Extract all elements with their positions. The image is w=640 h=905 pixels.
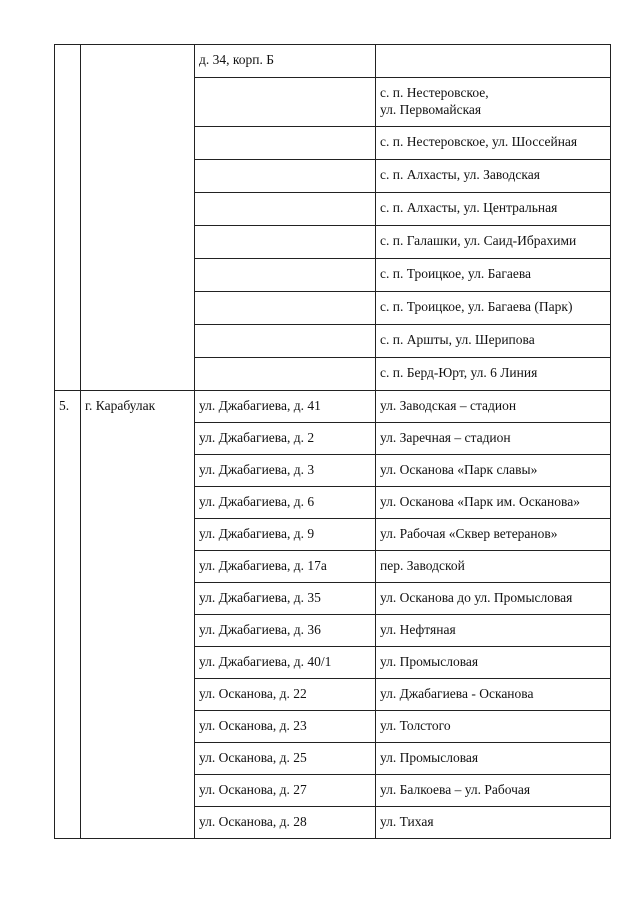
address-cell [195, 292, 376, 325]
address-cell [195, 423, 376, 455]
location-text: ул. Толстого [380, 718, 451, 733]
city-cell [81, 45, 195, 391]
address-text: ул. Джабагиева, д. 35 [199, 590, 321, 605]
location-cell [376, 78, 611, 127]
location-cell [376, 292, 611, 325]
table-row [55, 391, 611, 423]
location-cell [376, 519, 611, 551]
address-cell [195, 127, 376, 160]
address-cell [195, 711, 376, 743]
address-cell [195, 615, 376, 647]
number-cell [55, 45, 81, 391]
section-number-text: 5. [59, 398, 70, 413]
address-cell [195, 583, 376, 615]
address-cell [195, 519, 376, 551]
location-text: с. п. Алхасты, ул. Заводская [380, 167, 540, 182]
location-text: ул. Балкоева – ул. Рабочая [380, 782, 531, 797]
location-cell [376, 226, 611, 259]
address-cell [195, 259, 376, 292]
address-cell [195, 78, 376, 127]
address-text: ул. Джабагиева, д. 6 [199, 494, 315, 509]
location-cell [376, 615, 611, 647]
location-text: ул. Джабагиева - Осканова [380, 686, 534, 701]
location-cell [376, 358, 611, 391]
location-cell [376, 391, 611, 423]
address-text [199, 325, 371, 331]
section-city [81, 391, 195, 839]
address-table [54, 44, 611, 839]
address-text: ул. Джабагиева, д. 3 [199, 462, 315, 477]
location-text: с. п. Нестеровское, ул. Шоссейная [380, 134, 578, 149]
address-text [199, 358, 371, 364]
address-text: ул. Джабагиева, д. 17а [199, 558, 327, 573]
address-cell [195, 743, 376, 775]
address-text [199, 127, 371, 133]
address-text [199, 292, 371, 298]
location-cell [376, 259, 611, 292]
address-text: ул. Осканова, д. 22 [199, 686, 307, 701]
address-cell [195, 45, 376, 78]
location-text: ул. Тихая [380, 814, 434, 829]
address-cell [195, 551, 376, 583]
location-text: ул. Осканова «Парк славы» [380, 462, 538, 477]
location-cell [376, 325, 611, 358]
location-cell [376, 487, 611, 519]
location-cell [376, 711, 611, 743]
location-text: ул. Промысловая [380, 654, 479, 669]
location-text: с. п. Нестеровское, ул. Первомайская [380, 85, 489, 117]
address-text [199, 193, 371, 199]
location-text: ул. Промысловая [380, 750, 479, 765]
address-text: ул. Джабагиева, д. 41 [199, 398, 321, 413]
address-table-body [55, 45, 611, 839]
location-text [380, 45, 606, 51]
address-cell [195, 358, 376, 391]
address-cell [195, 160, 376, 193]
location-cell [376, 583, 611, 615]
address-text: ул. Джабагиева, д. 2 [199, 430, 315, 445]
address-cell [195, 325, 376, 358]
location-cell [376, 127, 611, 160]
location-text: ул. Нефтяная [380, 622, 456, 637]
location-text: ул. Осканова до ул. Промысловая [380, 590, 573, 605]
location-cell [376, 455, 611, 487]
location-cell [376, 807, 611, 839]
address-cell [195, 487, 376, 519]
address-cell [195, 226, 376, 259]
table-row [55, 45, 611, 78]
location-text: с. п. Троицкое, ул. Багаева (Парк) [380, 299, 573, 314]
location-cell [376, 193, 611, 226]
address-text [199, 160, 371, 166]
location-cell [376, 647, 611, 679]
location-text: ул. Заречная – стадион [380, 430, 511, 445]
location-text: с. п. Берд-Юрт, ул. 6 Линия [380, 365, 538, 380]
address-text: д. 34, корп. Б [199, 52, 274, 67]
address-cell [195, 391, 376, 423]
address-cell [195, 193, 376, 226]
location-text: с. п. Галашки, ул. Саид-Ибрахими [380, 233, 577, 248]
location-text: ул. Осканова «Парк им. Осканова» [380, 494, 580, 509]
section-city-text: г. Карабулак [85, 398, 156, 413]
address-text: ул. Джабагиева, д. 9 [199, 526, 315, 541]
location-cell [376, 679, 611, 711]
location-text: пер. Заводской [380, 558, 465, 573]
location-text: ул. Заводская – стадион [380, 398, 517, 413]
address-text [199, 259, 371, 265]
address-cell [195, 807, 376, 839]
location-cell [376, 551, 611, 583]
location-cell [376, 775, 611, 807]
location-text: ул. Рабочая «Сквер ветеранов» [380, 526, 558, 541]
location-cell [376, 160, 611, 193]
address-cell [195, 647, 376, 679]
address-text [199, 78, 371, 84]
address-text: ул. Джабагиева, д. 40/1 [199, 654, 332, 669]
section-number [55, 391, 81, 839]
address-cell [195, 775, 376, 807]
address-text: ул. Осканова, д. 25 [199, 750, 307, 765]
address-cell [195, 455, 376, 487]
address-text: ул. Джабагиева, д. 36 [199, 622, 321, 637]
location-cell [376, 45, 611, 78]
address-text [199, 226, 371, 232]
address-text: ул. Осканова, д. 27 [199, 782, 307, 797]
address-text: ул. Осканова, д. 23 [199, 718, 307, 733]
location-text: с. п. Алхасты, ул. Центральная [380, 200, 558, 215]
location-text: с. п. Аршты, ул. Шерипова [380, 332, 535, 347]
location-cell [376, 743, 611, 775]
address-cell [195, 679, 376, 711]
location-cell [376, 423, 611, 455]
address-text: ул. Осканова, д. 28 [199, 814, 307, 829]
location-text: с. п. Троицкое, ул. Багаева [380, 266, 532, 281]
